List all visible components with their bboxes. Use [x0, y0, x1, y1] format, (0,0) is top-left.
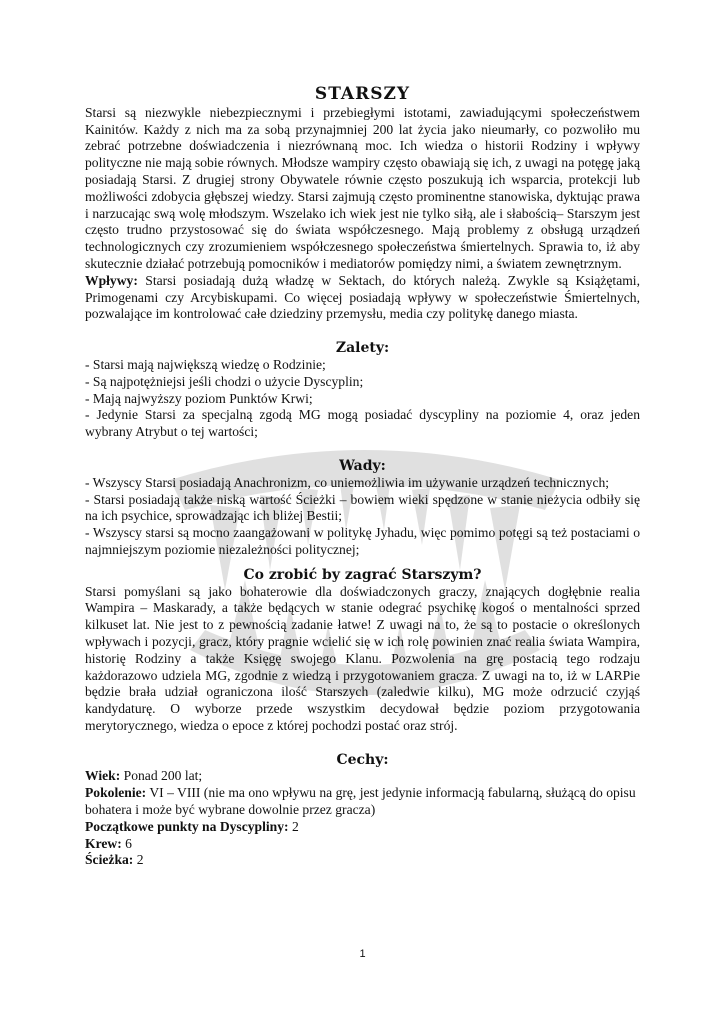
list-item: - Wszyscy starsi są mocno zaangażowani w politykę Jyhadu, więc pomimo potęgi są też postaciami o najmniejszym poziomie niezależności politycznej; — [85, 525, 640, 557]
influence-label: Wpływy: — [85, 272, 138, 288]
list-item: - Są najpotężniejsi jeśli chodzi o użycie Dyscyplin; — [85, 373, 364, 389]
trait-blood — [85, 836, 640, 853]
list-item: - Starsi posiadają także niską wartość Ścieżki – bowiem wieki spędzone w stanie nieżycia odbiły się na ich psychice, sprowadzając ich bliżej Bestii; — [85, 491, 640, 524]
flaws-heading: Wady: — [339, 457, 386, 474]
intro-paragraph: Starsi są niezwykle niebezpiecznymi i przebiegłymi istotami, zawiadującymi społeczeństwem Kainitów. Każdy z nich ma za sobą przynajmniej 200 lat życia jako nieumarły, co pozwoliło mu zebrać potrzebne doświadczenia i niezrównaną moc. Ich wiedza o historii Rodziny i wpływy polityczne nie mają sobie równych. Młodsze wampiry często obawiają się ich, z uwagi na potęgę jaką posiadają Starsi. Z drugiej strony Obywatele równie często poszukują ich wsparcia, protekcji lub możliwości zdobycia głębszej wiedzy. Starsi zajmują często prominentne stanowiska, dyktując prawa i narzucając swą wolę młodszym. Wszelako ich wiek jest nie tylko siłą, ale i słabością– Starszym jest często trudno przystosować się do świata współczesnego. Mają problemy z obsługą urządzeń technologicznych czy zrozumieniem współczesnego społeczeństwa śmiertelnych. Sprawia to, iż aby skutecznie działać potrzebują pomocników i mediatorów pomiędzy nimi, a światem zewnętrznym. — [85, 104, 640, 271]
traits-heading: Cechy: — [336, 751, 389, 768]
influence-paragraph — [85, 273, 640, 323]
advantages-list — [85, 357, 640, 441]
trait-disciplines — [85, 819, 640, 836]
trait-path — [85, 852, 640, 869]
influence-text: Starsi posiadają dużą władzę w Sektach, do których należą. Zwykle są Książętami, Primogenami czy Arcybiskupami. Co więcej posiadają wpływy w społeczeństwie Śmiertelnych, pozwalające im kontrolować całe dziedziny przemysłu, media czy politykę danego miasta. — [85, 272, 640, 322]
trait-value: Ponad 200 lat; — [120, 768, 203, 784]
page-number: 1 — [359, 948, 366, 960]
flaws-list — [85, 475, 640, 559]
trait-label: Wiek: — [85, 768, 121, 784]
trait-label: Krew: — [85, 835, 122, 851]
page-content — [85, 86, 640, 869]
trait-value: VI – VIII (nie ma ono wpływu na grę, jest jedynie informacją fabularną, służącą do opisu bohatera i może być wybrane dowolnie przez gracza) — [85, 785, 636, 818]
trait-label: Ścieżka: — [85, 852, 134, 868]
howto-heading: Co zrobić by zagrać Starszym? — [243, 566, 482, 583]
howto-paragraph: Starsi pomyślani są jako bohaterowie dla doświadczonych graczy, znających dogłębnie realia Wampira – Maskarady, a także będących w stanie odegrać psychikę kogoś o mentalności sprzed kilkuset lat. Nie jest to z pewnością zadanie łatwe! Z uwagi na to, że są to postacie o określonych wpływach i pozycji, gracz, który pragnie wcielić się w ich rolę powinien znać realia świata Wampira, historię Rodziny a także Księgę swojego Klanu. Pozwolenia na grę postacią tego rodzaju każdorazowo udziela MG, zgodnie z wiedzą i przygotowaniem gracza. Z uwagi na to, iż w LARPie będzie brała udział ograniczona ilość Starszych (zaledwie kilku), MG może odrzucić czyjąś kandydaturę. O wyborze przede wszystkim decydował będzie poziom przygotowania merytorycznego, wiedza o epoce z której pochodzi postać oraz strój. — [85, 583, 640, 733]
list-item: - Starsi mają największą wiedzę o Rodzinie; — [85, 356, 326, 372]
list-item: - Mają najwyższy poziom Punktów Krwi; — [85, 390, 313, 406]
trait-value: 6 — [121, 835, 132, 851]
advantages-heading: Zalety: — [335, 340, 390, 357]
list-item: - Jedynie Starsi za specjalną zgodą MG mogą posiadać dyscypliny na poziomie 4, oraz jeden wybrany Atrybut o tej wartości; — [85, 407, 640, 440]
trait-age — [85, 768, 640, 785]
trait-value: 2 — [288, 818, 299, 834]
trait-value: 2 — [133, 852, 144, 868]
trait-label: Pokolenie: — [85, 785, 147, 801]
page-title: STARSZY — [314, 84, 411, 104]
trait-generation — [85, 785, 640, 819]
list-item: - Wszyscy Starsi posiadają Anachronizm, co uniemożliwia im używanie urządzeń technicznych; — [85, 474, 610, 490]
trait-label: Początkowe punkty na Dyscypliny: — [85, 818, 289, 834]
